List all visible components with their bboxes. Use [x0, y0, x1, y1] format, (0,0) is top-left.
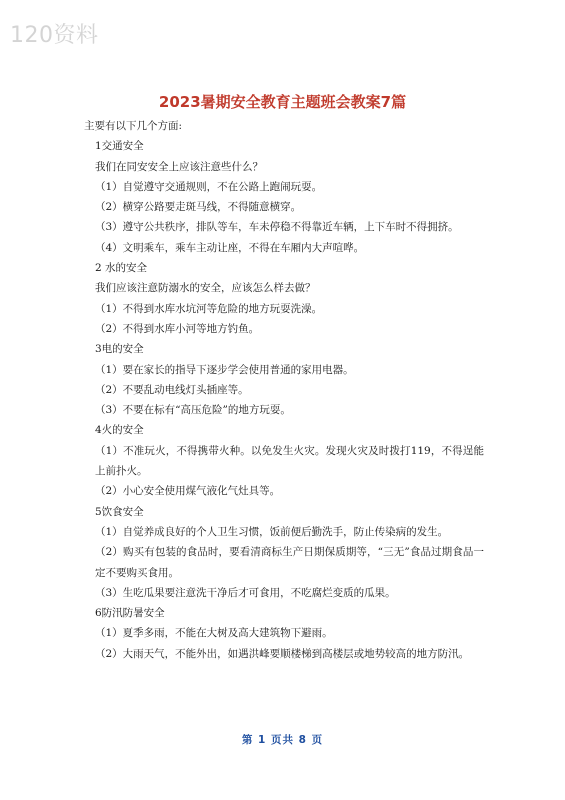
paragraph: 我们在同安安全上应该注意些什么？	[95, 160, 263, 173]
paragraph: （2）不要乱动电线灯头插座等。	[95, 383, 249, 396]
paragraph: （2）大雨天气，不能外出，如遇洪峰要顺楼梯到高楼层或地势较高的地方防汛。	[95, 647, 470, 660]
watermark: 120资料	[10, 23, 99, 48]
document-title: 2023暑期安全教育主题班会教案7篇	[158, 93, 407, 111]
paragraph: （3）遵守公共秩序，排队等车，车未停稳不得靠近车辆，上下车时不得拥挤。	[95, 221, 459, 234]
paragraph: （1）要在家长的指导下逐步学会使用普通的家用电器。	[95, 363, 354, 376]
paragraph: （2）购买有包装的食品时，要看清商标生产日期保质期等，“三无”食品过期食品一定不要购买食用。	[95, 546, 484, 579]
paragraph: （4）文明乘车，乘车主动让座，不得在车厢内大声喧哗。	[95, 241, 365, 254]
paragraph: （1）自觉遵守交通规则，不在公路上跑闹玩耍。	[95, 180, 323, 193]
paragraph: 5饮食安全	[95, 505, 144, 518]
document-body	[84, 116, 484, 664]
paragraph: （1）不得到水库水坑河等危险的地方玩耍洗澡。	[95, 302, 323, 315]
paragraph: （3）不要在标有“高压危险”的地方玩耍。	[95, 404, 291, 417]
paragraph: 2 水的安全	[95, 262, 148, 275]
paragraph: 6防汛防暑安全	[95, 607, 165, 620]
page-footer: 第 1 页共 8 页	[241, 734, 324, 746]
paragraph: 我们应该注意防溺水的安全，应该怎么样去做？	[95, 282, 316, 295]
paragraph: 4火的安全	[95, 424, 144, 437]
paragraph: （2）不得到水库小河等地方钓鱼。	[95, 322, 260, 335]
paragraph: 3电的安全	[95, 343, 144, 356]
paragraph: （3）生吃瓜果要注意洗干净后才可食用，不吃腐烂变质的瓜果。	[95, 586, 396, 599]
paragraph: （1）自觉养成良好的个人卫生习惯，饭前便后勤洗手，防止传染病的发生。	[95, 525, 449, 538]
paragraph: 1交通安全	[95, 140, 144, 153]
paragraph: （1）夏季多雨，不能在大树及高大建筑物下避雨。	[95, 627, 333, 640]
paragraph: （2）小心安全使用煤气液化气灶具等。	[95, 485, 281, 498]
paragraph: （1）不准玩火，不得携带火种。以免发生火灾。发现火灾及时拨打119，不得逞能上前扑火。	[95, 444, 484, 478]
paragraph: （2）横穿公路要走斑马线，不得随意横穿。	[95, 201, 302, 214]
paragraph: 主要有以下几个方面:	[84, 120, 183, 132]
